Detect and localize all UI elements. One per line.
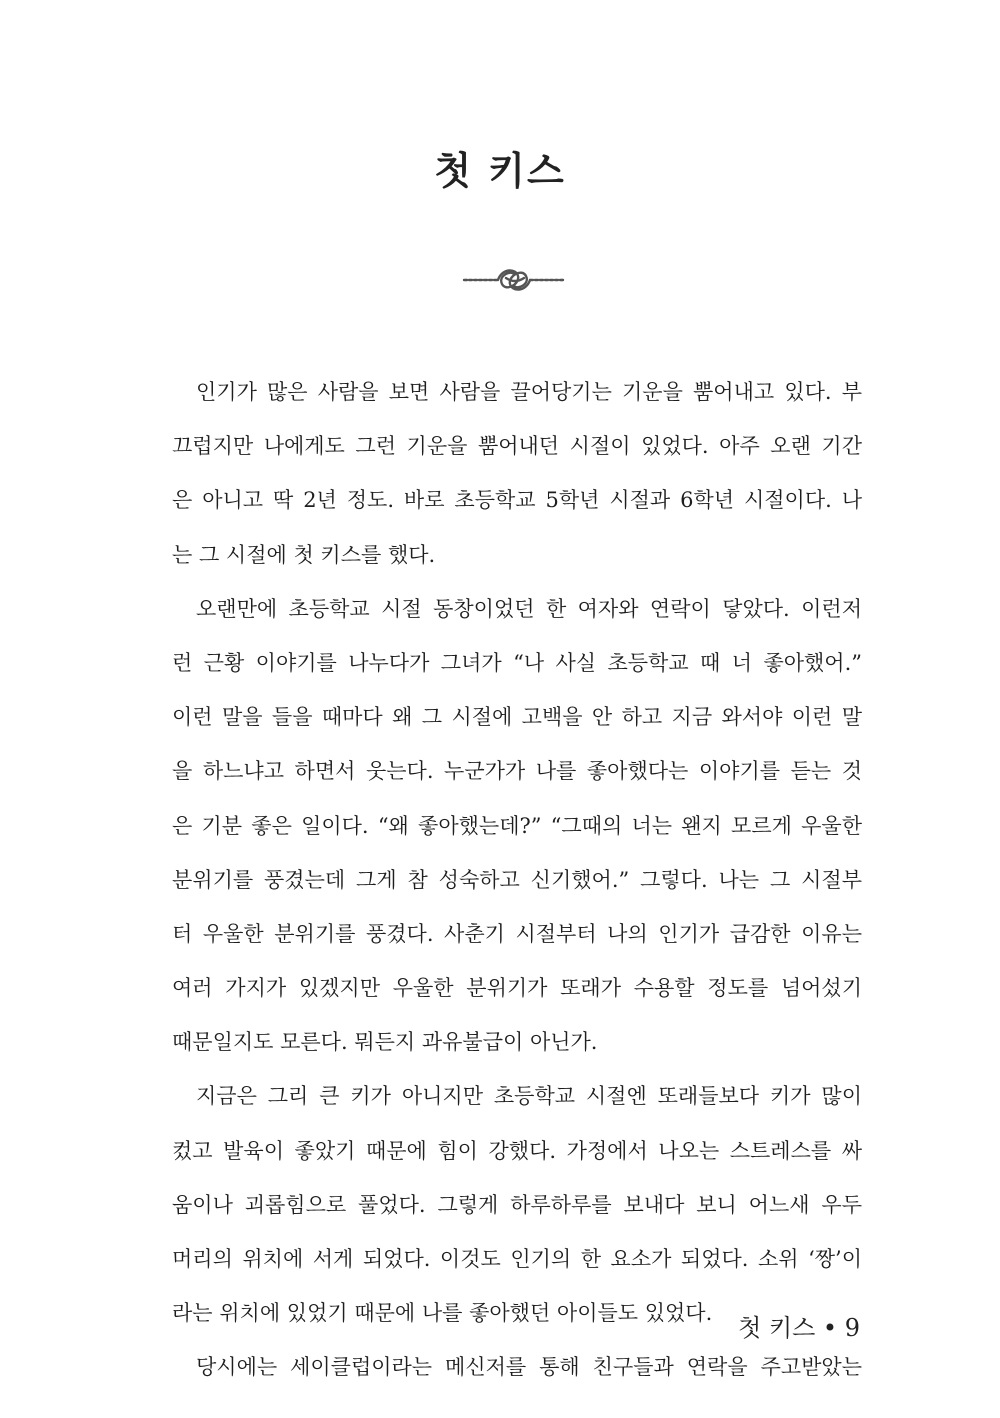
text-line: 터 우울한 분위기를 풍겼다. 사춘기 시절부터 나의 인기가 급감한 이유는 [172,921,862,946]
text-line: 움이나 괴롭힘으로 풀었다. 그렇게 하루하루를 보내다 보니 어느새 우두 [172,1192,862,1217]
chapter-title: 첫 키스 [434,148,566,193]
text-line: 은 아니고 딱 2년 정도. 바로 초등학교 5학년 시절과 6학년 시절이다. 나 [172,488,862,513]
text-line: 지금은 그리 큰 키가 아니지만 초등학교 시절엔 또래들보다 키가 많이 [196,1084,862,1109]
text-line: 끄럽지만 나에게도 그런 기운을 뿜어내던 시절이 있었다. 아주 오랜 기간 [172,434,862,459]
body-text [172,365,862,1395]
text-line: 분위기를 풍겼는데 그게 참 성숙하고 신기했어.” 그렇다. 나는 그 시절부 [172,867,862,892]
text-line: 오랜만에 초등학교 시절 동창이었던 한 여자와 연락이 닿았다. 이런저 [196,596,862,621]
text-line: 런 근황 이야기를 나누다가 그녀가 “나 사실 초등학교 때 너 좋아했어.” [172,650,862,675]
text-line: 이런 말을 들을 때마다 왜 그 시절에 고백을 안 하고 지금 와서야 이런 말 [172,705,862,730]
rope-knot-ornament-icon [462,262,566,298]
text-line: 는 그 시절에 첫 키스를 했다. [172,542,436,567]
page-folio: 첫 키스 • 9 [738,1314,860,1342]
text-line: 인기가 많은 사람을 보면 사람을 끌어당기는 기운을 뿜어내고 있다. 부 [196,380,862,404]
text-line: 은 기분 좋은 일이다. “왜 좋아했는데?” “그때의 너는 왠지 모르게 우울한 [172,813,862,838]
text-line: 라는 위치에 있었기 때문에 나를 좋아했던 아이들도 있었다. [172,1301,713,1326]
text-line: 당시에는 세이클럽이라는 메신저를 통해 친구들과 연락을 주고받았는 [196,1355,862,1380]
text-line: 여러 가지가 있겠지만 우울한 분위기가 또래가 수용할 정도를 넘어섰기 [172,976,862,1001]
text-line: 을 하느냐고 하면서 웃는다. 누군가가 나를 좋아했다는 이야기를 듣는 것 [172,759,862,784]
text-line: 머리의 위치에 서게 되었다. 이것도 인기의 한 요소가 되었다. 소위 ‘짱’이 [172,1247,862,1271]
text-line: 때문일지도 모른다. 뭐든지 과유불급이 아닌가. [172,1030,598,1055]
text-line: 컸고 발육이 좋았기 때문에 힘이 강했다. 가정에서 나오는 스트레스를 싸 [172,1138,862,1163]
